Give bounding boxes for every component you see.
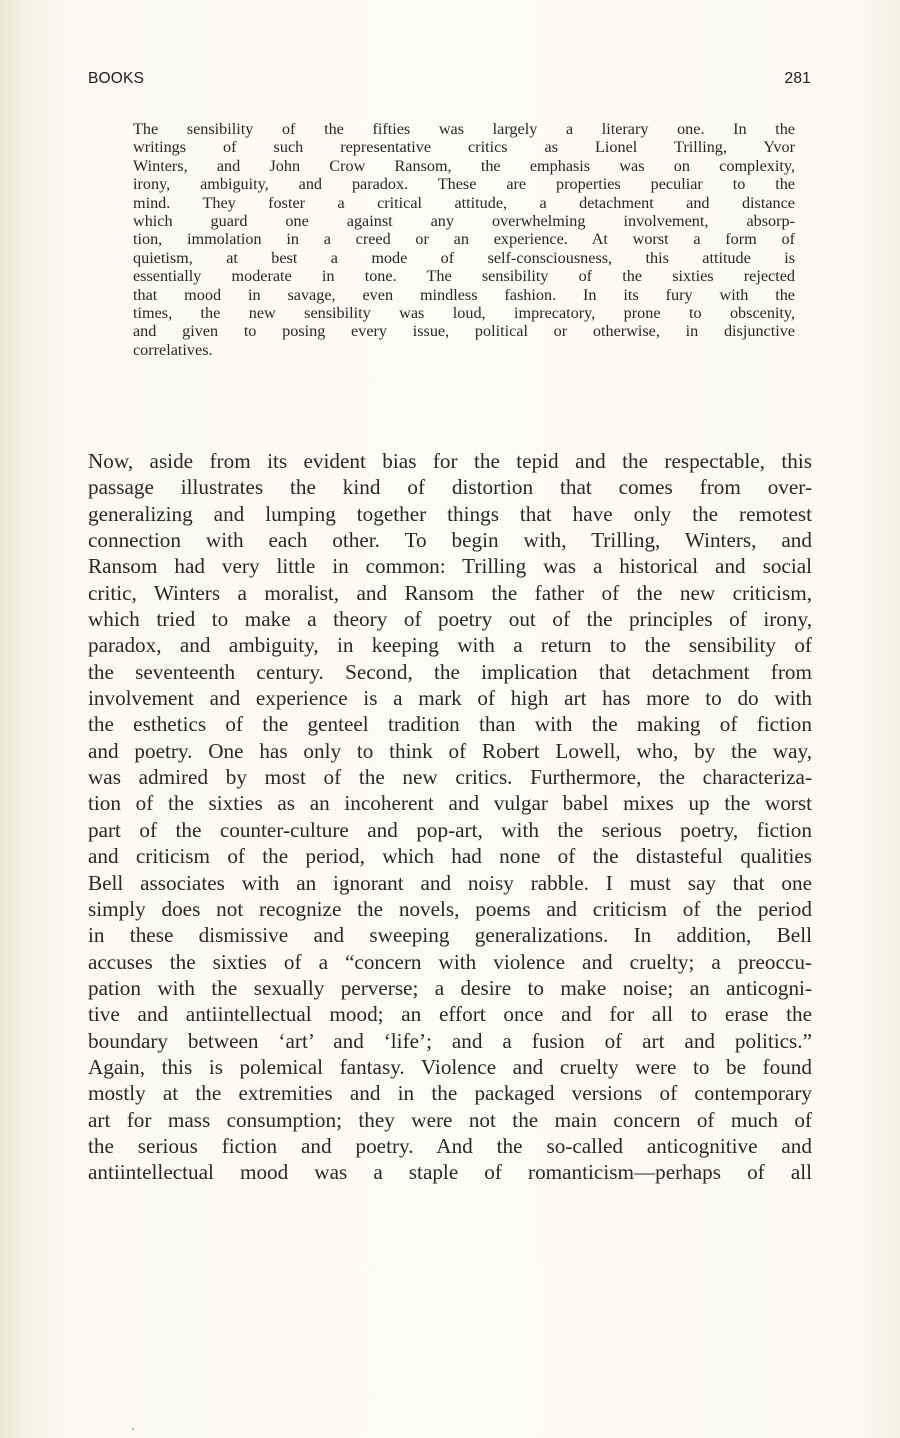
quote-line: writings of such representative critics as Lionel Trilling, Yvor [133,138,795,157]
body-line: Ransom had very little in common: Trilling was a historical and social [88,554,812,579]
quote-line: essentially moderate in tone. The sensibility of the sixties rejected [133,267,795,286]
body-line: and criticism of the period, which had none of the distasteful qualities [88,844,812,869]
block-quote-paragraph [133,120,795,359]
body-line: tion of the sixties as an incoherent and vulgar babel mixes up the worst [88,791,812,816]
page-number: 281 [784,70,811,87]
body-line: critic, Winters a moralist, and Ransom the father of the new criticism, [88,580,812,605]
body-line: and poetry. One has only to think of Robert Lowell, who, by the way, [88,738,812,763]
quote-line: tion, immolation in a creed or an experience. At worst a form of [133,230,795,249]
body-line: part of the counter-culture and pop-art, with the serious poetry, fiction [88,817,812,842]
body-line: antiintellectual mood was a staple of romanticism—perhaps of all [88,1160,812,1185]
body-line: involvement and experience is a mark of high art has more to do with [88,686,812,711]
body-line: mostly at the extremities and in the packaged versions of contemporary [88,1081,812,1106]
quote-line: and given to posing every issue, political or otherwise, in disjunctive [133,322,795,341]
quote-line: irony, ambiguity, and paradox. These are properties peculiar to the [133,175,795,194]
block-quote [133,120,795,359]
body-line: Now, aside from its evident bias for the tepid and the respectable, this [88,449,812,473]
quote-line: quietism, at best a mode of self-consciousness, this attitude is [133,248,795,267]
quote-line: mind. They foster a critical attitude, a detachment and distance [133,193,795,212]
body-line: was admired by most of the new critics. Furthermore, the characteriza- [88,765,812,790]
body-line: accuses the sixties of a “concern with violence and cruelty; a preoccu- [88,949,812,974]
body-line: Bell associates with an ignorant and noisy rabble. I must say that one [88,870,812,895]
quote-line: Winters, and John Crow Ransom, the emphasis was on complexity, [133,156,795,175]
paper-speck [132,1428,134,1430]
body-line: the esthetics of the genteel tradition than with the making of fiction [88,712,812,737]
body-line: Again, this is polemical fantasy. Violence and cruelty were to be found [88,1054,812,1079]
body-line: paradox, and ambiguity, in keeping with a return to the sensibility of [88,633,812,658]
quote-line: correlatives. [133,340,213,359]
body-line: which tried to make a theory of poetry out of the principles of irony, [88,607,812,632]
body-line: art for mass consumption; they were not the main concern of much of [88,1107,812,1132]
body-line: tive and antiintellectual mood; an effort once and for all to erase the [88,1002,812,1027]
body-line: simply does not recognize the novels, poems and criticism of the period [88,896,812,921]
body-text [88,448,812,1186]
body-line: in these dismissive and sweeping generalizations. In addition, Bell [88,923,812,948]
body-paragraph [88,448,812,1186]
quote-line: that mood in savage, even mindless fashion. In its fury with the [133,285,795,304]
section-title: BOOKS [88,70,145,87]
quote-line: times, the new sensibility was loud, imprecatory, prone to obscenity, [133,304,795,323]
body-line: passage illustrates the kind of distortion that comes from over- [88,475,812,500]
body-line: connection with each other. To begin with, Trilling, Winters, and [88,528,812,553]
body-line: the serious fiction and poetry. And the so-called anticognitive and [88,1133,812,1158]
quote-line: The sensibility of the fifties was largely a literary one. In the [133,120,795,138]
body-line: generalizing and lumping together things that have only the remotest [88,501,812,526]
body-line: boundary between ‘art’ and ‘life’; and a fusion of art and politics.” [88,1028,812,1053]
running-head [88,70,811,88]
body-line: the seventeenth century. Second, the implication that detachment from [88,659,812,684]
body-line: pation with the sexually perverse; a desire to make noise; an anticogni- [88,975,812,1000]
quote-line: which guard one against any overwhelming involvement, absorp- [133,212,795,231]
